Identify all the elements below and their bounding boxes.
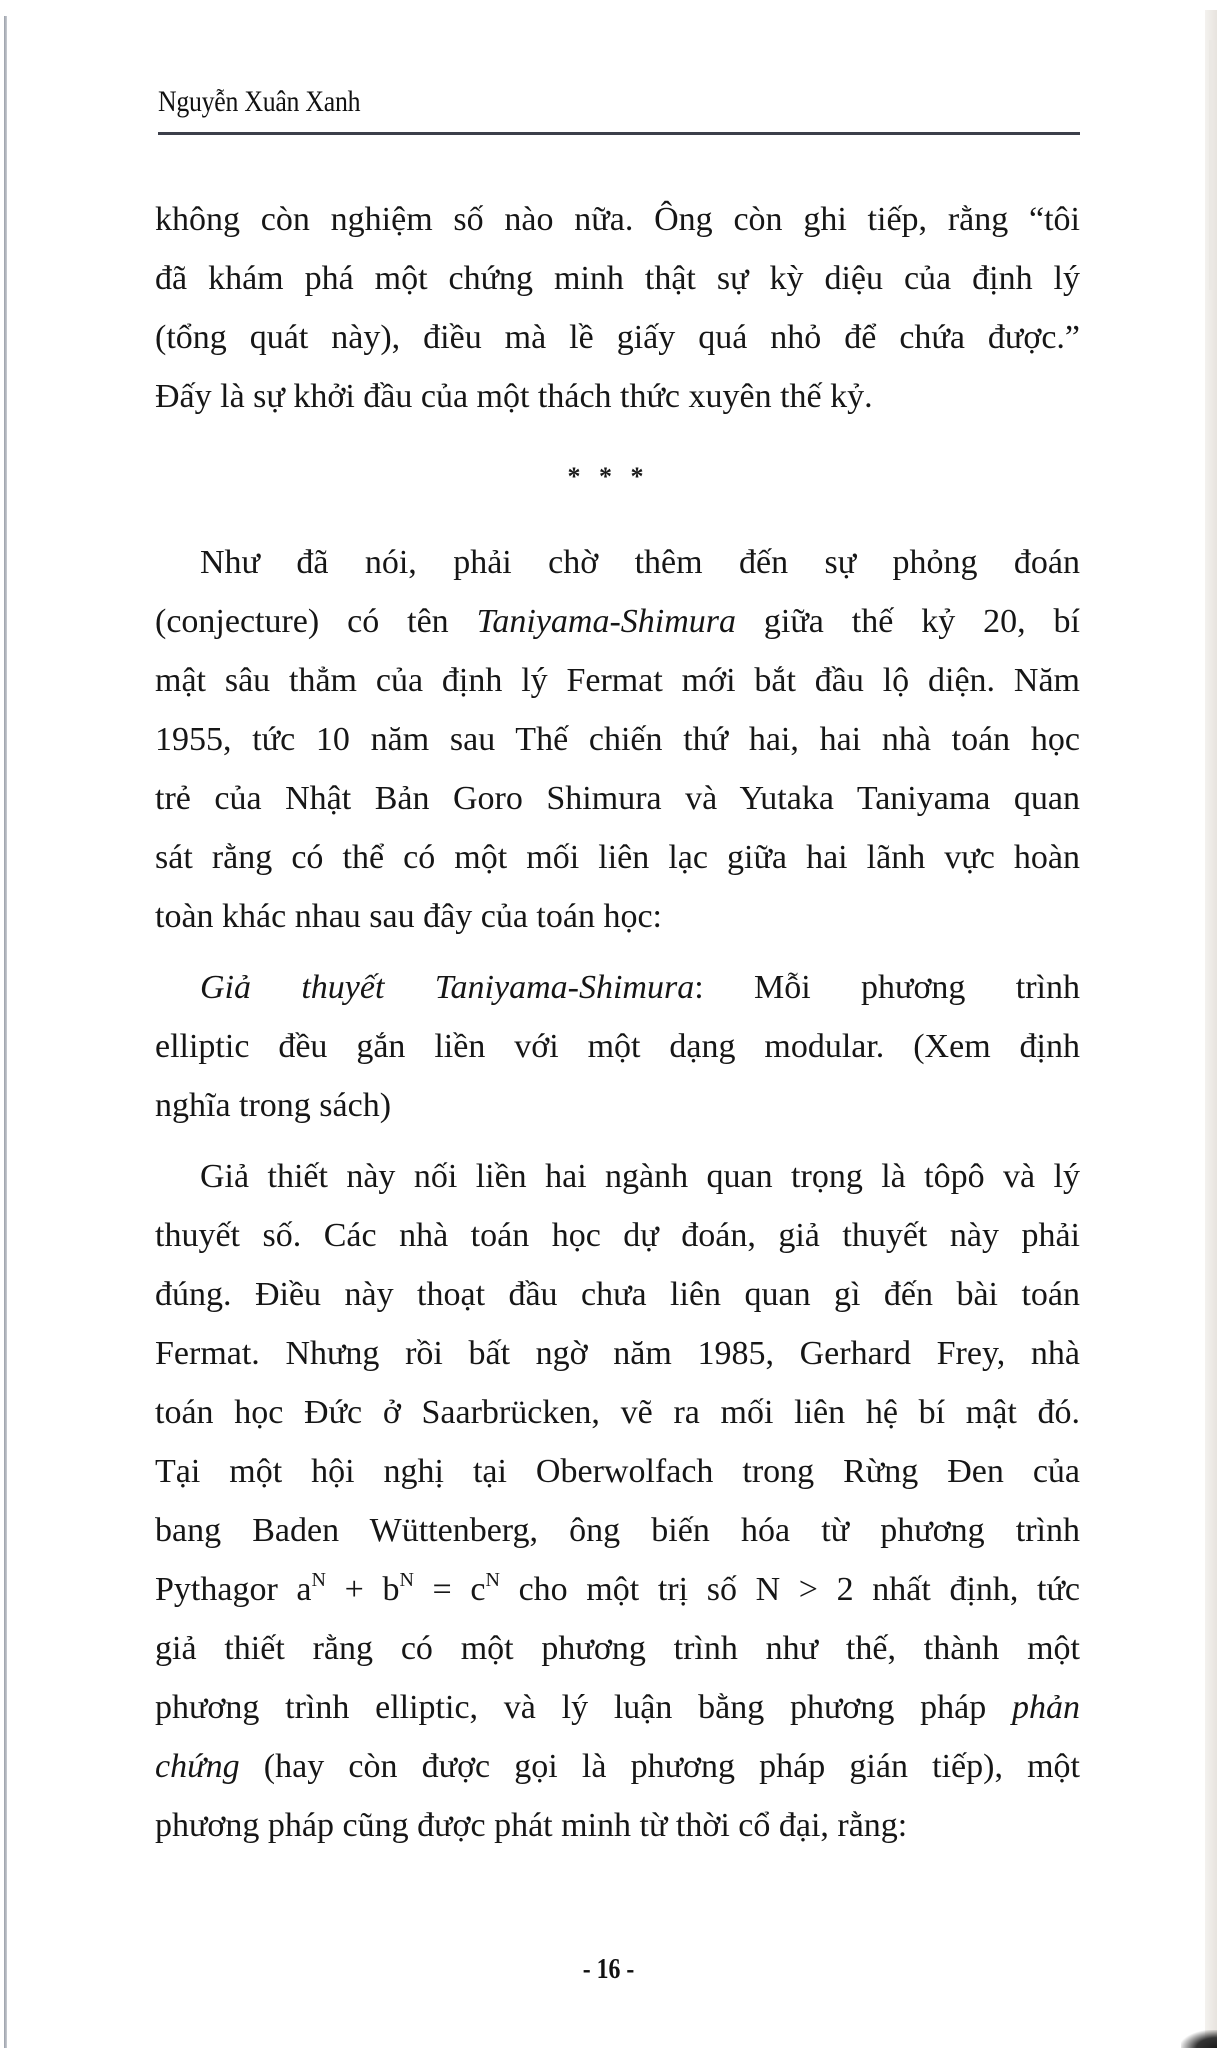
paragraph-2-line: sát rằng có thể có một mối liên lạc giữa hai lãnh vực hoàn xyxy=(155,839,1080,876)
paragraph-3-line: Tại một hội nghị tại Oberwolfach trong Rừng Đen của xyxy=(155,1453,1080,1490)
text-run: cho một trị số N > 2 nhất định, tức xyxy=(499,1571,1081,1608)
page-edge-shade xyxy=(1209,40,1213,290)
paragraph-3-line: phương pháp cũng được phát minh từ thời cổ đại, rằng: xyxy=(155,1807,908,1844)
exponent: N xyxy=(311,1568,326,1591)
text-run: Pythagor a xyxy=(155,1571,312,1608)
paragraph-1-line: không còn nghiệm số nào nữa. Ông còn ghi tiếp, rằng “tôi xyxy=(155,201,1080,238)
paragraph-2-line: toàn khác nhau sau đây của toán học: xyxy=(155,898,662,935)
paragraph-1-line: (tổng quát này), điều mà lề giấy quá nhỏ để chứa được.” xyxy=(155,319,1080,356)
page-left-edge xyxy=(4,16,7,2048)
text-run: = c xyxy=(413,1571,486,1608)
paragraph-3-line xyxy=(155,1686,1080,1730)
text-run: (conjecture) có tên xyxy=(155,603,477,640)
text-run: phương trình elliptic, và lý luận bằng phương pháp xyxy=(155,1689,1012,1726)
header-rule xyxy=(158,132,1080,135)
paragraph-3-line: bang Baden Wüttenberg, ông biến hóa từ phương trình xyxy=(155,1512,1080,1549)
text-run: giữa thế kỷ 20, bí xyxy=(736,603,1080,640)
formula-line xyxy=(155,1568,1080,1612)
text-run: (hay còn được gọi là phương pháp gián tiếp), một xyxy=(239,1748,1080,1785)
hypothesis-line: elliptic đều gắn liền với một dạng modular. (Xem định xyxy=(155,1028,1080,1065)
paragraph-2-line: 1955, tức 10 năm sau Thế chiến thứ hai, hai nhà toán học xyxy=(155,721,1080,758)
paragraph-2-line xyxy=(155,600,1080,644)
italic-term: chứng xyxy=(155,1748,240,1785)
section-separator: * * * xyxy=(567,462,650,491)
text-run: : Mỗi phương trình xyxy=(694,969,1080,1006)
paragraph-3-line: đúng. Điều này thoạt đầu chưa liên quan gì đến bài toán xyxy=(155,1276,1080,1313)
italic-term: phản xyxy=(1012,1689,1080,1726)
paragraph-3-line xyxy=(155,1745,1080,1789)
paragraph-3-line: Giả thiết này nối liền hai ngành quan trọng là tôpô và lý xyxy=(200,1158,1080,1195)
page-right-edge xyxy=(1205,10,1217,2048)
hypothesis-line: nghĩa trong sách) xyxy=(155,1087,392,1124)
paragraph-3-line: toán học Đức ở Saarbrücken, vẽ ra mối liên hệ bí mật đó. xyxy=(155,1394,1080,1431)
paragraph-2-line: trẻ của Nhật Bản Goro Shimura và Yutaka Taniyama quan xyxy=(155,780,1080,817)
paragraph-1-line: Đấy là sự khởi đầu của một thách thức xuyên thế kỷ. xyxy=(155,378,873,415)
exponent: N xyxy=(485,1568,500,1591)
paragraph-3-line: thuyết số. Các nhà toán học dự đoán, giả thuyết này phải xyxy=(155,1217,1080,1254)
hypothesis-line xyxy=(200,966,1080,1010)
running-head-author: Nguyễn Xuân Xanh xyxy=(158,85,361,118)
page-number: - 16 - xyxy=(582,1954,635,1985)
exponent: N xyxy=(399,1568,414,1591)
page-corner-shadow xyxy=(1181,2030,1217,2048)
paragraph-2-line: Như đã nói, phải chờ thêm đến sự phỏng đoán xyxy=(200,544,1080,581)
paragraph-3-line: Fermat. Nhưng rồi bất ngờ năm 1985, Gerhard Frey, nhà xyxy=(155,1335,1080,1372)
text-run: + b xyxy=(325,1571,400,1608)
paragraph-3-line: giả thiết rằng có một phương trình như thế, thành một xyxy=(155,1630,1080,1667)
paragraph-2-line: mật sâu thẳm của định lý Fermat mới bắt đầu lộ diện. Năm xyxy=(155,662,1080,699)
italic-term: Giả thuyết Taniyama-Shimura xyxy=(200,969,695,1006)
paragraph-1-line: đã khám phá một chứng minh thật sự kỳ diệu của định lý xyxy=(155,260,1080,297)
italic-term: Taniyama-Shimura xyxy=(476,603,737,640)
